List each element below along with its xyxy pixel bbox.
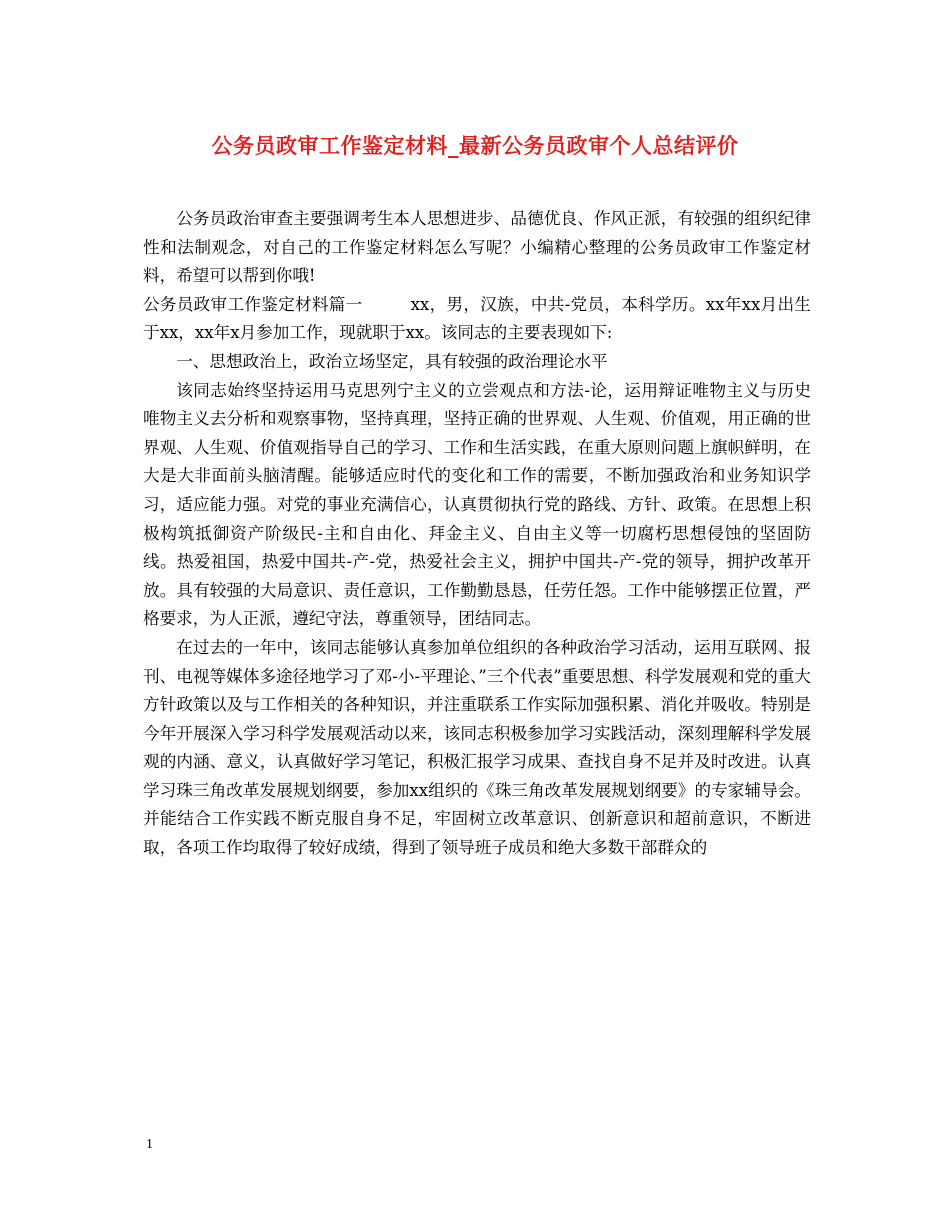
body-paragraph-2: 在过去的一年中，该同志能够认真参加单位组织的各种政治学习活动，运用互联网、报刊、电视等媒体多途径地学习了邓-小-平理论、”三个代表”重要思想、科学发展观和党的重大方针政策以及与工作相关的各种知识，并注重联系工作实际加强积累、消化并吸收。特别是今年开展深入学习科学发展观活动以来，该同志积极参加学习实践活动，深刻理解科学发展观的内涵、意义，认真做好学习笔记，积极汇报学习成果、查找自身不足并及时改进。认真学习珠三角改革发展规划纲要，参加xx组织的《珠三角改革发展规划纲要》的专家辅导会。并能结合工作实践不断克服自身不足，牢固树立改革意识、创新意识和超前意识，不断进取，各项工作均取得了较好成绩，得到了领导班子成员和绝大多数干部群众的 (143, 637, 811, 858)
document-body (143, 205, 811, 863)
body-paragraph-1: 该同志始终坚持运用马克思列宁主义的立尝观点和方法-论，运用辩证唯物主义与历史唯物主义去分析和观察事物，坚持真理，坚持正确的世界观、人生观、价值观，用正确的世界观、人生观、价值观指导自己的学习、工作和生活实践，在重大原则问题上旗帜鲜明，在大是大非面前头脑清醒。能够适应时代的变化和工作的需要，不断加强政治和业务知识学习，适应能力强。对党的事业充满信心，认真贯彻执行党的路线、方针、政策。在思想上积极构筑抵御资产阶级民-主和自由化、拜金主义、自由主义等一切腐朽思想侵蚀的坚固防线。热爱祖国，热爱中国共-产-党，热爱社会主义，拥护中国共-产-党的领导，拥护改革开放。具有较强的大局意识、责任意识，工作勤勤恳恳，任劳任怨。工作中能够摆正位置，严格要求，为人正派，遵纪守法，尊重领导，团结同志。 (143, 380, 811, 629)
section-intro: xx，男，汉族，中共-党员，本科学历。xx年xx月出生于xx，xx年x月参加工作，现就职于xx。该同志的主要表现如下: (143, 294, 811, 343)
section-first-line (143, 291, 811, 348)
document-title: 公务员政审工作鉴定材料_最新公务员政审个人总结评价 (211, 133, 739, 158)
page-number: 1 (146, 1137, 153, 1152)
intro-paragraph: 公务员政治审查主要强调考生本人思想进步、品德优良、作风正派，有较强的组织纪律性和法制观念，对自己的工作鉴定材料怎么写呢？小编精心整理的公务员政审工作鉴定材料，希望可以帮到你哦! (143, 209, 811, 286)
subheading: 一、思想政治上，政治立场坚定，具有较强的政治理论水平 (176, 351, 608, 371)
section-heading: 公务员政审工作鉴定材料篇一 (143, 294, 363, 314)
